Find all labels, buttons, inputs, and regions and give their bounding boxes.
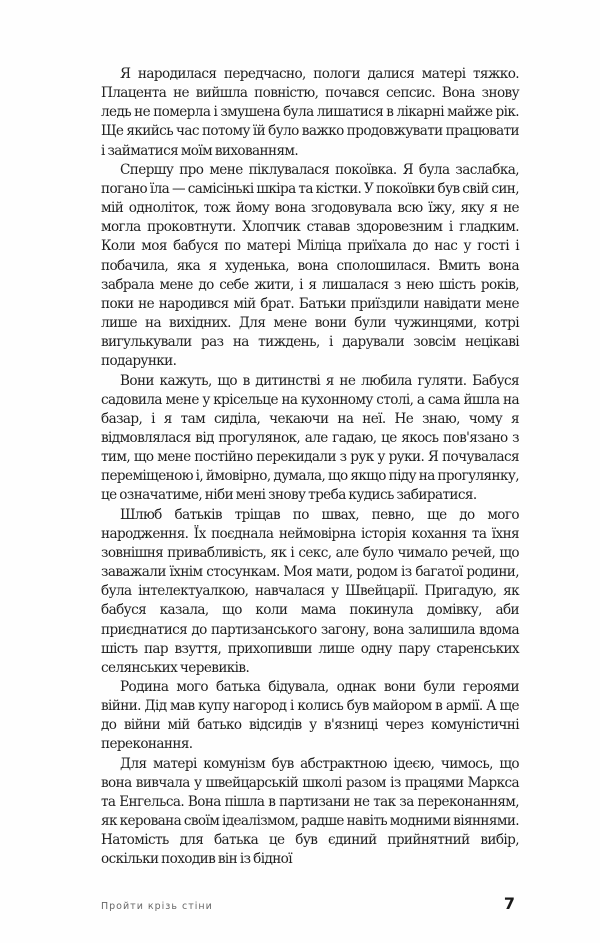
paragraph: Родина мого батька бідувала, однак вони були героями війни. Дід мав купу нагород і колись був майором в армії. А ще до війни мій батько відсидів у в'язниці через комуністичні переконання. bbox=[101, 679, 519, 753]
page-number: 7 bbox=[503, 893, 515, 913]
paragraph: Шлюб батьків тріщав по швах, певно, ще до мого народження. Їх поєднала неймовірна історія кохання та їхня зовнішня привабливість, як і секс, але було чимало речей, що заважали їхнім стосункам. Моя мати, родом із багатої родини, була інтелектуалкою, навчалася у Швейцарії. Пригадую, як бабуся казала, що коли мама покинула домівку, аби приєднатися до партизанського загону, вона залишила вдома шість пар взуття, прихопивши лише одну пару старенських селянських черевиків. bbox=[101, 506, 519, 676]
paragraph: Я народилася передчасно, пологи далися матері тяжко. Плацента не вийшла повністю, почався сепсис. Вона знову ледь не померла і змушена була лишатися в лікарні майже рік. Ще якийсь час потому їй було важко продовжувати працювати і займатися моїм вихованням. bbox=[101, 66, 519, 159]
running-footer-title: Пройти крізь стіни bbox=[101, 900, 213, 912]
body-text bbox=[101, 65, 519, 870]
paragraph: Вони кажуть, що в дитинстві я не любила гуляти. Бабуся садовила мене у крісельце на кухонному столі, а сама йшла на базар, і я там сиділа, чекаючи на неї. Не знаю, чому я відмовлялася від прогулянок, але гадаю, це якось пов'язано з тим, що мене постійно перекидали з рук у руки. Я почувалася переміщеною і, ймовірно, думала, що якщо піду на прогулянку, це означатиме, ніби мені знову треба кудись забиратися. bbox=[101, 372, 519, 504]
page-footer bbox=[101, 870, 519, 913]
paragraph: Спершу про мене піклувалася покоївка. Я була заслабка, погано їла — самісінькі шкіра та кістки. У покоївки був свій син, мій одноліток, тож йому вона згодовувала всю їжу, яку я не могла проковтнути. Хлопчик ставав здоровезним і гладким. Коли моя бабуся по матері Міліца приїхала до нас у гості і побачила, яка я худенька, вона сполошилася. Вмить вона забрала мене до себе жити, і я лишалася з нею шість років, поки не народився мій брат. Батьки приїздили навідати мене лише на вихідних. Для мене вони були чужинцями, котрі вигулькували раз на тиждень, і дарували зовсім нецікаві подарунки. bbox=[101, 161, 519, 370]
paragraph: Для матері комунізм був абстрактною ідеєю, чимось, що вона вивчала у швейцарській школі разом із працями Маркса та Енгельса. Вона пішла в партизани не так за переконанням, як керована своїм ідеалізмом, радше навіть модними віяннями. Натомість для батька це був єдиний прийнятний вибір, оскільки походив він із бідної bbox=[101, 755, 520, 868]
